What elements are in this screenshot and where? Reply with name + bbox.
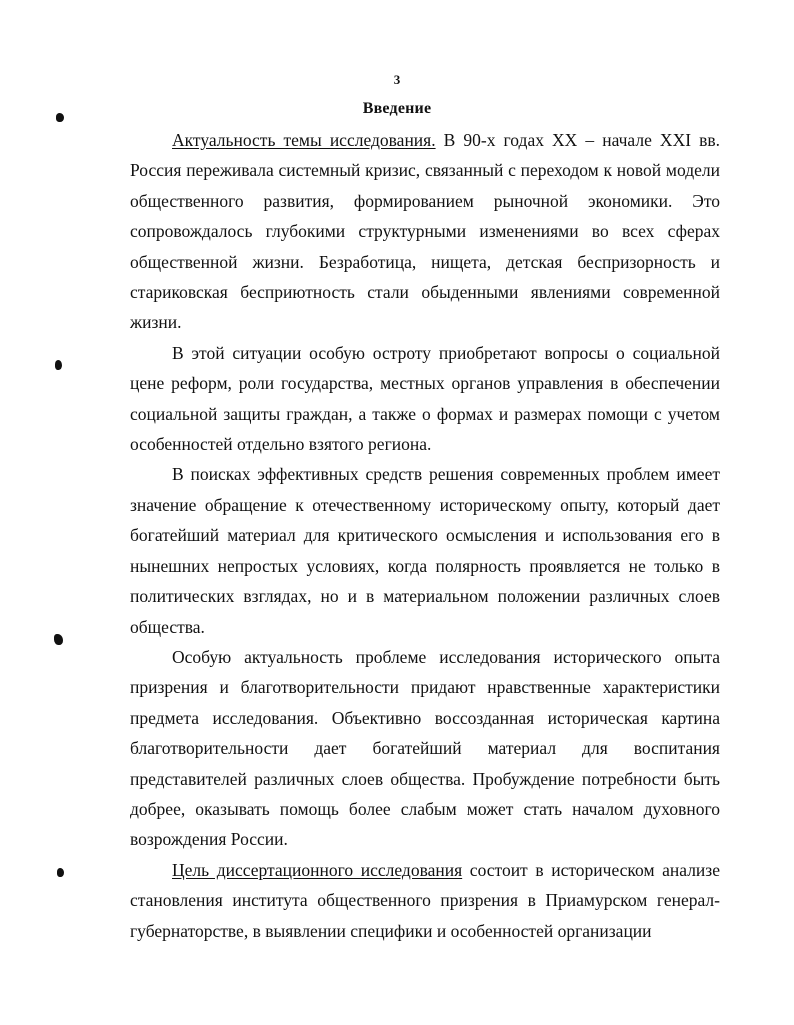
document-body (130, 125, 720, 946)
paragraph-lead-goal: Цель диссертационного исследования (172, 859, 463, 880)
page-title: Введение (362, 100, 432, 117)
paragraph-charity (130, 642, 720, 855)
paragraph-goal (130, 855, 720, 946)
paragraph-lead-relevance: Актуальность темы исследования. (172, 130, 436, 150)
paragraph-text: состоит в историческом анализе становления института общественного призрения в Приамурском генерал-губернаторстве, в выявлении специфики и особенностей организации (130, 859, 720, 941)
paragraph-situation (130, 338, 720, 460)
paragraph-relevance (130, 125, 720, 338)
paragraph-text: В этой ситуации особую остроту приобретают вопросы о социальной цене реформ, роли государства, местных органов управления в обеспечении социальной защиты граждан, а также о формах и размерах помощи с учетом особенностей отдельно взятого региона. (130, 342, 720, 455)
paragraph-text: В поисках эффективных средств решения современных проблем имеет значение обращение к отечественному историческому опыту, который дает богатейший материал для критического осмысления и использования его в нынешних непростых условиях, когда полярность проявляется не только в политических взглядах, но и в материальном положении различных слоев общества. (130, 464, 720, 637)
binding-hole-mark (57, 868, 64, 877)
paragraph-text: В 90-х годах XX – начале XXI вв. Россия переживала системный кризис, связанный с переходом к новой модели общественного развития, формированием рыночной экономики. Это сопровождалось глубокими структурными изменениями во всех сферах общественной жизни. Безработица, нищета, детская беспризорность и стариковская бесприютность стали обыденными явлениями современной жизни. (130, 130, 720, 333)
binding-hole-mark (55, 360, 62, 370)
paragraph-text: Особую актуальность проблеме исследования исторического опыта призрения и благотворительности придают нравственные характеристики предмета исследования. Объективно воссозданная историческая картина благотворительности дает богатейший материал для воспитания представителей различных слоев общества. Пробуждение потребности быть добрее, оказывать помощь более слабым может стать началом духовного возрождения России. (130, 646, 720, 850)
page-number: 3 (393, 72, 401, 87)
binding-hole-mark (54, 634, 63, 645)
paragraph-historical-experience (130, 459, 720, 641)
